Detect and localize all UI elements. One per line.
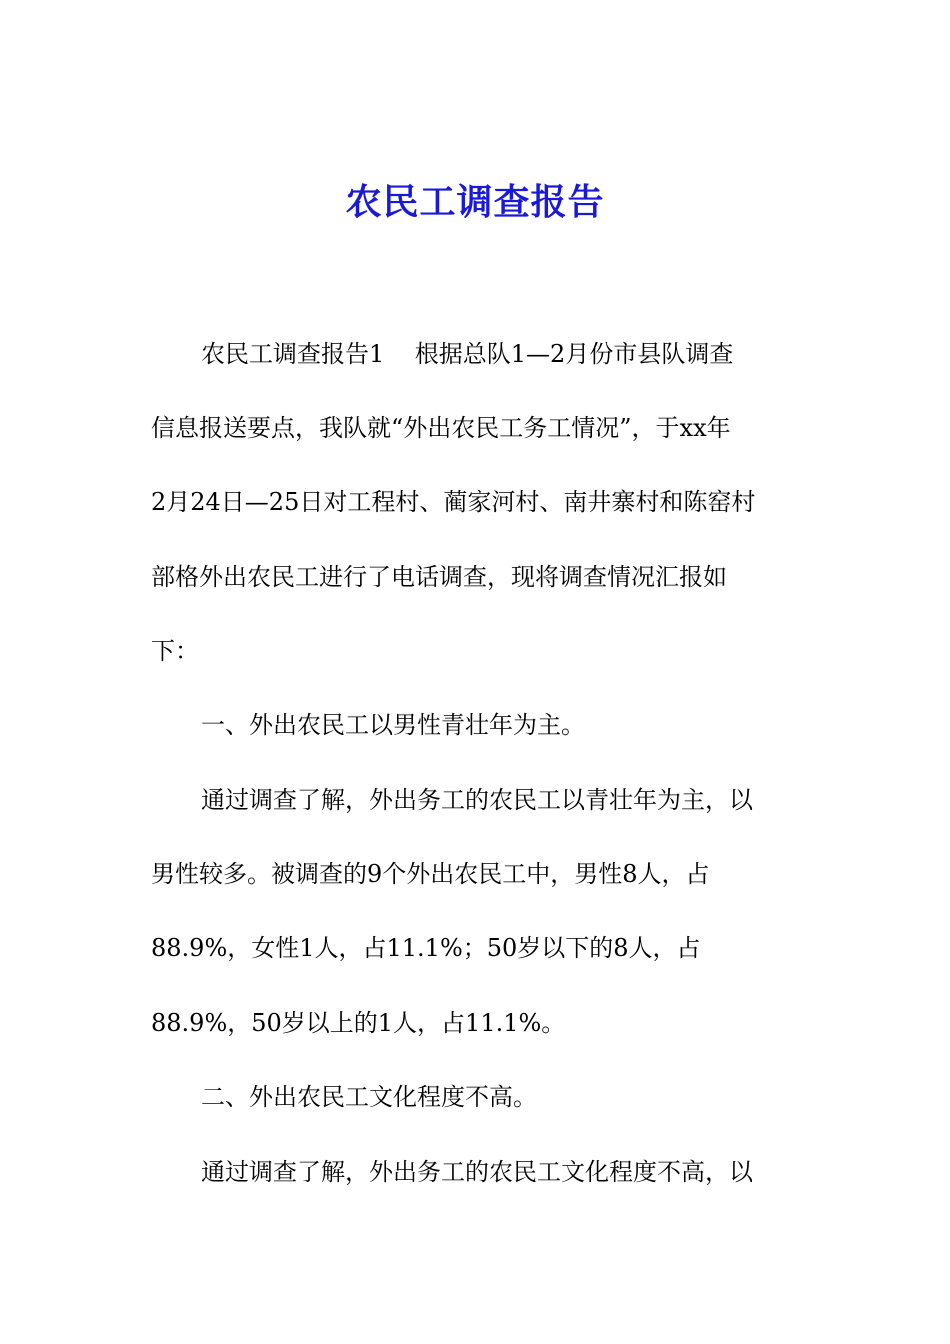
section-heading: 一、外出农民工以男性青壮年为主。 xyxy=(201,711,585,739)
paragraph-line: 2月24日—25日对工程村、蔺家河村、南井寨村和陈窑村 xyxy=(151,488,756,516)
paragraph-line: 通过调查了解，外出务工的农民工以青壮年为主，以 xyxy=(201,786,753,814)
paragraph-line: 男性较多。被调查的9个外出农民工中，男性8人，占 xyxy=(151,860,710,888)
document-title: 农民工调查报告 xyxy=(345,181,605,223)
section-heading: 二、外出农民工文化程度不高。 xyxy=(201,1083,537,1111)
paragraph-line: 农民工调查报告1 根据总队1—2月份市县队调查 xyxy=(201,340,734,368)
paragraph-line: 88.9%，女性1人，占11.1%；50岁以下的8人，占 xyxy=(151,934,701,962)
paragraph-line: 下： xyxy=(151,637,199,665)
paragraph-line: 部格外出农民工进行了电话调查，现将调查情况汇报如 xyxy=(151,563,727,591)
paragraph-line: 88.9%，50岁以上的1人，占11.1%。 xyxy=(151,1009,566,1037)
paragraph-line: 信息报送要点，我队就“外出农民工务工情况”，于xx年 xyxy=(151,414,731,442)
paragraph-line: 通过调查了解，外出务工的农民工文化程度不高，以 xyxy=(201,1158,753,1186)
